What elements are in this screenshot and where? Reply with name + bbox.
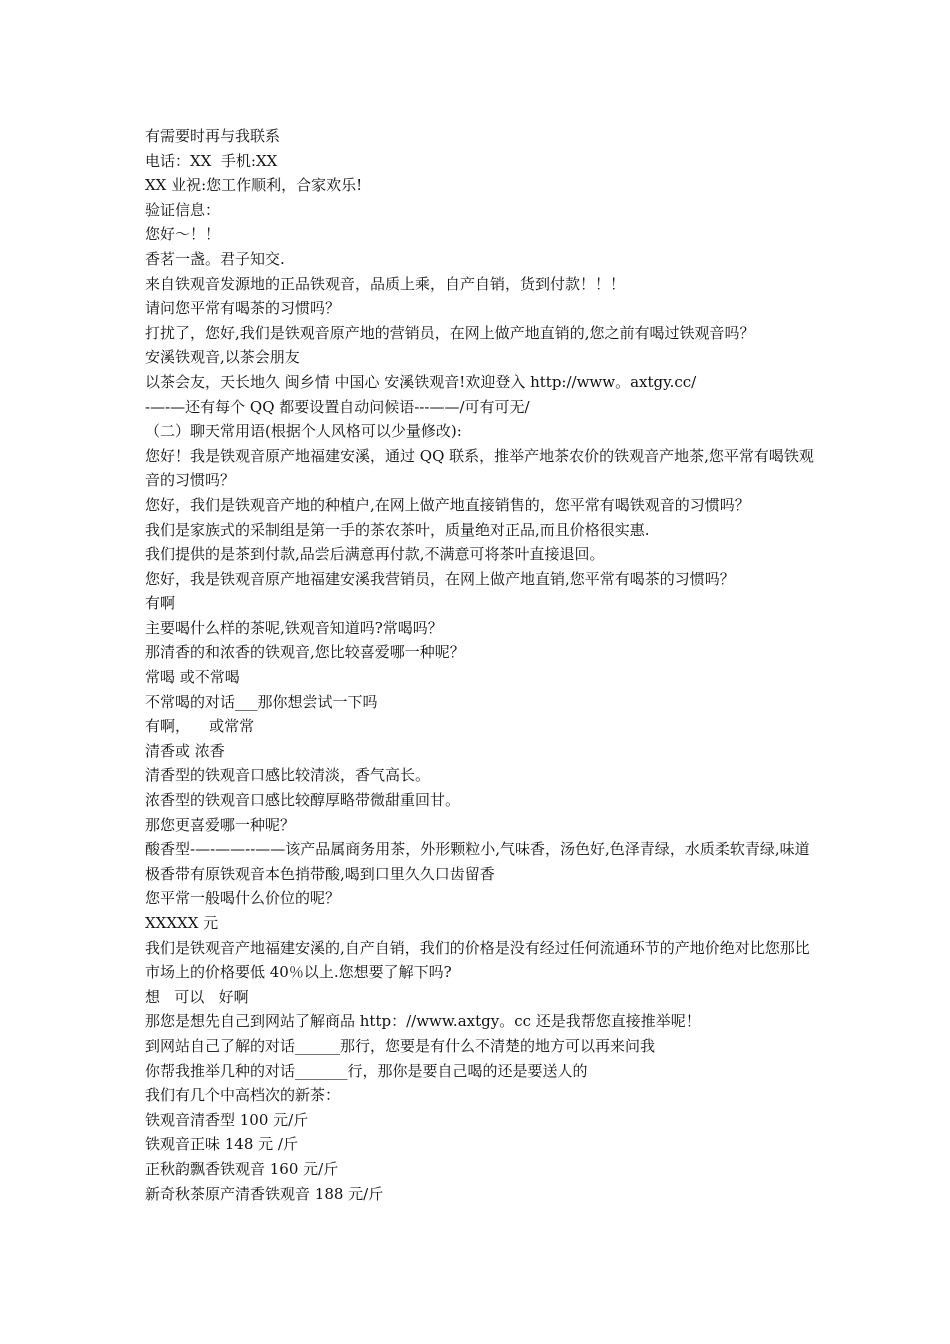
text-line: XX 业祝:您工作顺利，合家欢乐!: [145, 176, 363, 195]
text-line: -—-—还有每个 QQ 都要设置自动问候语---——/可有可无/: [145, 397, 530, 416]
text-line: 来自铁观音发源地的正品铁观音，品质上乘，自产自销，货到付款！！！: [145, 274, 626, 293]
text-line: 铁观音正味 148 元 /斤: [145, 1135, 298, 1154]
text-line: 香茗一盏。君子知交.: [145, 249, 285, 268]
text-line: （二）聊天常用语(根据个人风格可以少量修改):: [145, 422, 462, 441]
text-line: 我们提供的是茶到付款,品尝后满意再付款,不满意可将茶叶直接退回。: [145, 545, 605, 564]
text-line: 有啊: [145, 594, 176, 613]
text-line: 有啊， 或常常: [145, 717, 255, 736]
text-line: XXXXX 元: [145, 914, 219, 932]
text-line: 您好！我是铁观音原产地福建安溪，通过 QQ 联系，推举产地茶农价的铁观音产地茶,您平常有喝铁观音的习惯吗？: [145, 446, 814, 490]
text-line: 那您更喜爱哪一种呢？: [145, 815, 296, 834]
text-line: 正秋韵飘香铁观音 160 元/斤: [145, 1159, 339, 1178]
text-line: 您平常一般喝什么价位的呢？: [145, 889, 341, 908]
text-line: 安溪铁观音,以茶会朋友: [145, 348, 300, 367]
text-line: 有需要时再与我联系: [145, 127, 281, 145]
text-line: 我们是铁观音产地福建安溪的,自产自销，我们的价格是没有经过任何流通环节的产地价绝对比您那比市场上的价格要低 40％以上.您想要了解下吗?: [145, 938, 810, 982]
text-line: 电话：XX 手机:XX: [145, 151, 278, 170]
text-line: 到网站自己了解的对话______那行，您要是有什么不清楚的地方可以再来问我: [145, 1036, 656, 1055]
text-line: 酸香型-—-——--——该产品属商务用茶，外形颗粒小,气味香，汤色好,色泽青绿，水质柔软青绿,味道极香带有原铁观音本色捎带酸,喝到口里久久口齿留香: [145, 840, 810, 883]
text-line: 您好～！！: [145, 225, 221, 244]
text-line: 新奇秋茶原产清香铁观音 188 元/斤: [145, 1184, 384, 1203]
text-line: 我们有几个中高档次的新茶：: [145, 1086, 341, 1105]
text-line: 以茶会友，天长地久 闽乡情 中国心 安溪铁观音!欢迎登入 http://www。axtgy.cc/: [145, 372, 697, 391]
text-line: 浓香型的铁观音口感比较醇厚略带微甜重回甘。: [145, 791, 461, 810]
text-line: 清香或 浓香: [145, 741, 225, 760]
text-line: 那您是想先自己到网站了解商品 http：//www.axtgy。cc 还是我帮您直接推举呢！: [145, 1012, 701, 1031]
text-line: 铁观音清香型 100 元/斤: [145, 1110, 309, 1129]
text-line: 那清香的和浓香的铁观音,您比较喜爱哪一种呢？: [145, 643, 465, 662]
text-line: 想 可以 好啊: [145, 987, 249, 1006]
text-line: 常喝 或不常喝: [145, 668, 240, 687]
text-line: 打扰了，您好,我们是铁观音原产地的营销员，在网上做产地直销的,您之前有喝过铁观音吗？: [145, 323, 755, 342]
text-line: 主要喝什么样的茶呢,铁观音知道吗?常喝吗？: [145, 618, 443, 637]
text-line: 您好，我是铁观音原产地福建安溪我营销员，在网上做产地直销,您平常有喝茶的习惯吗？: [145, 569, 735, 588]
text-line: 您好，我们是铁观音产地的种植户,在网上做产地直接销售的，您平常有喝铁观音的习惯吗？: [145, 495, 750, 514]
text-line: 你帮我推举几种的对话_______行，那你是要自己喝的还是要送人的: [145, 1061, 588, 1080]
text-line: 请问您平常有喝茶的习惯吗？: [145, 299, 341, 318]
text-line: 清香型的铁观音口感比较清淡，香气高长。: [145, 766, 431, 785]
document-body: [145, 124, 817, 1206]
text-line: 验证信息：: [145, 200, 221, 219]
text-line: 我们是家族式的采制组是第一手的茶农茶叶，质量绝对正品,而且价格很实惠.: [145, 520, 650, 539]
text-line: 不常喝的对话___那你想尝试一下吗: [145, 692, 378, 711]
